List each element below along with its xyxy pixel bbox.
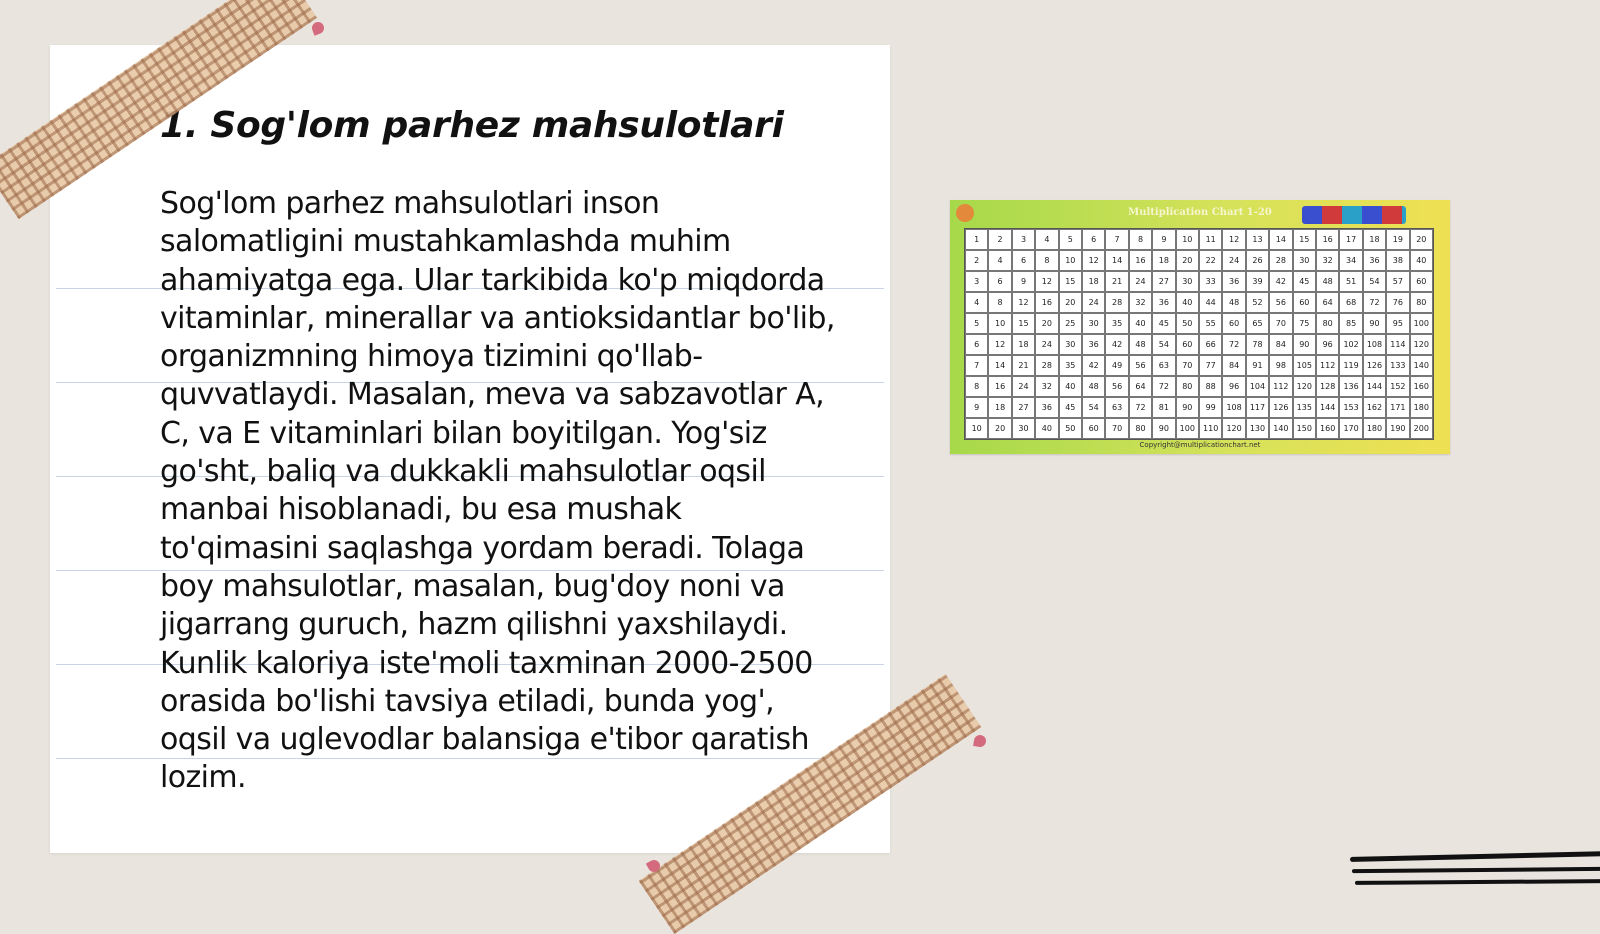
table-cell: 72 xyxy=(1363,292,1386,313)
table-cell: 135 xyxy=(1293,397,1316,418)
table-cell: 14 xyxy=(1269,229,1292,250)
table-cell: 6 xyxy=(1082,229,1105,250)
table-cell: 1 xyxy=(965,229,988,250)
table-cell: 63 xyxy=(1152,355,1175,376)
table-cell: 81 xyxy=(1152,397,1175,418)
table-cell: 84 xyxy=(1269,334,1292,355)
table-cell: 4 xyxy=(965,292,988,313)
table-cell: 12 xyxy=(1082,250,1105,271)
table-cell: 54 xyxy=(1363,271,1386,292)
table-cell: 32 xyxy=(1035,376,1058,397)
table-cell: 72 xyxy=(1129,397,1152,418)
table-cell: 90 xyxy=(1293,334,1316,355)
table-cell: 30 xyxy=(1082,313,1105,334)
table-cell: 15 xyxy=(1293,229,1316,250)
multiplication-table-grid xyxy=(964,228,1434,440)
table-cell: 104 xyxy=(1246,376,1269,397)
table-cell: 30 xyxy=(1012,418,1035,439)
table-cell: 144 xyxy=(1316,397,1339,418)
table-cell: 126 xyxy=(1269,397,1292,418)
table-cell: 70 xyxy=(1105,418,1128,439)
table-cell: 10 xyxy=(988,313,1011,334)
table-cell: 140 xyxy=(1410,355,1433,376)
table-cell: 40 xyxy=(1035,418,1058,439)
multiplication-chart-title: Multiplication Chart 1-20 xyxy=(1128,207,1272,218)
table-cell: 180 xyxy=(1410,397,1433,418)
table-cell: 56 xyxy=(1129,355,1152,376)
table-cell: 6 xyxy=(988,271,1011,292)
table-cell: 100 xyxy=(1176,418,1199,439)
table-cell: 32 xyxy=(1129,292,1152,313)
table-cell: 110 xyxy=(1199,418,1222,439)
table-cell: 60 xyxy=(1410,271,1433,292)
table-cell: 136 xyxy=(1339,376,1362,397)
table-cell: 10 xyxy=(1176,229,1199,250)
table-cell: 52 xyxy=(1246,292,1269,313)
table-cell: 12 xyxy=(1012,292,1035,313)
table-cell: 55 xyxy=(1199,313,1222,334)
table-cell: 20 xyxy=(1410,229,1433,250)
table-cell: 14 xyxy=(988,355,1011,376)
table-cell: 91 xyxy=(1246,355,1269,376)
table-cell: 25 xyxy=(1059,313,1082,334)
table-cell: 96 xyxy=(1222,376,1245,397)
table-cell: 5 xyxy=(965,313,988,334)
table-cell: 108 xyxy=(1222,397,1245,418)
slide-body-text: Sog'lom parhez mahsulotlari inson salomatligini mustahkamlashda muhim ahamiyatga ega. Ular tarkibida ko'p miqdorda vitaminlar, minerallar va antioksidantlar bo'lib, organizmning himoya tizimini qo'llab-quvvatlaydi. Masalan, meva va sabzavotlar A, C, va E vitaminlari bilan boyitilgan. Yog'siz go'sht, baliq va dukkakli mahsulotlar oqsil manbai hisoblanadi, bu esa mushak to'qimasini saqlashga yordam beradi. Tolaga boy mahsulotlar, masalan, bug'doy noni va jigarrang guruch, hazm qilishni yaxshilaydi. Kunlik kaloriya iste'moli taxminan 2000-2500 orasida bo'lishi tavsiya etiladi, bunda yog', oqsil va uglevodlar balansiga e'tibor qaratish lozim. xyxy=(160,186,835,796)
table-cell: 27 xyxy=(1152,271,1175,292)
table-cell: 20 xyxy=(1059,292,1082,313)
table-cell: 153 xyxy=(1339,397,1362,418)
table-cell: 19 xyxy=(1386,229,1409,250)
table-cell: 75 xyxy=(1293,313,1316,334)
multiplication-chart-footer: Copyright@multiplicationchart.net xyxy=(1139,441,1261,449)
table-cell: 102 xyxy=(1339,334,1362,355)
table-cell: 45 xyxy=(1152,313,1175,334)
table-cell: 80 xyxy=(1410,292,1433,313)
table-cell: 40 xyxy=(1176,292,1199,313)
table-cell: 117 xyxy=(1246,397,1269,418)
table-cell: 9 xyxy=(1152,229,1175,250)
table-cell: 99 xyxy=(1199,397,1222,418)
table-cell: 60 xyxy=(1222,313,1245,334)
table-cell: 18 xyxy=(988,397,1011,418)
table-cell: 50 xyxy=(1176,313,1199,334)
table-cell: 128 xyxy=(1316,376,1339,397)
table-cell: 26 xyxy=(1246,250,1269,271)
table-cell: 28 xyxy=(1269,250,1292,271)
table-cell: 15 xyxy=(1059,271,1082,292)
table-cell: 7 xyxy=(965,355,988,376)
table-cell: 20 xyxy=(1035,313,1058,334)
table-cell: 120 xyxy=(1293,376,1316,397)
table-cell: 60 xyxy=(1176,334,1199,355)
multiplication-chart-header xyxy=(950,200,1450,228)
table-cell: 38 xyxy=(1386,250,1409,271)
table-cell: 84 xyxy=(1222,355,1245,376)
table-cell: 18 xyxy=(1152,250,1175,271)
table-cell: 80 xyxy=(1316,313,1339,334)
table-cell: 21 xyxy=(1012,355,1035,376)
table-cell: 16 xyxy=(1129,250,1152,271)
table-cell: 36 xyxy=(1363,250,1386,271)
table-cell: 90 xyxy=(1176,397,1199,418)
table-cell: 48 xyxy=(1222,292,1245,313)
table-cell: 126 xyxy=(1363,355,1386,376)
table-cell: 8 xyxy=(1129,229,1152,250)
table-cell: 39 xyxy=(1246,271,1269,292)
brush-stroke-icon xyxy=(1352,867,1600,873)
table-cell: 10 xyxy=(1059,250,1082,271)
table-cell: 105 xyxy=(1293,355,1316,376)
table-cell: 14 xyxy=(1105,250,1128,271)
table-cell: 24 xyxy=(1012,376,1035,397)
table-cell: 171 xyxy=(1386,397,1409,418)
table-cell: 98 xyxy=(1269,355,1292,376)
table-cell: 7 xyxy=(1105,229,1128,250)
table-cell: 160 xyxy=(1410,376,1433,397)
table-cell: 120 xyxy=(1222,418,1245,439)
table-cell: 48 xyxy=(1316,271,1339,292)
table-cell: 54 xyxy=(1152,334,1175,355)
table-cell: 72 xyxy=(1152,376,1175,397)
table-cell: 114 xyxy=(1386,334,1409,355)
table-cell: 150 xyxy=(1293,418,1316,439)
table-cell: 112 xyxy=(1269,376,1292,397)
table-cell: 170 xyxy=(1339,418,1362,439)
table-cell: 45 xyxy=(1059,397,1082,418)
brush-stroke-icon xyxy=(1355,879,1600,885)
table-cell: 8 xyxy=(965,376,988,397)
pin-icon xyxy=(310,20,325,35)
table-cell: 28 xyxy=(1105,292,1128,313)
table-cell: 57 xyxy=(1386,271,1409,292)
table-cell: 21 xyxy=(1105,271,1128,292)
table-cell: 119 xyxy=(1339,355,1362,376)
table-cell: 10 xyxy=(965,418,988,439)
table-cell: 36 xyxy=(1035,397,1058,418)
table-cell: 120 xyxy=(1410,334,1433,355)
table-cell: 162 xyxy=(1363,397,1386,418)
table-cell: 13 xyxy=(1246,229,1269,250)
table-cell: 9 xyxy=(1012,271,1035,292)
table-cell: 56 xyxy=(1105,376,1128,397)
table-cell: 51 xyxy=(1339,271,1362,292)
table-cell: 34 xyxy=(1339,250,1362,271)
table-cell: 133 xyxy=(1386,355,1409,376)
table-cell: 64 xyxy=(1316,292,1339,313)
table-cell: 42 xyxy=(1082,355,1105,376)
table-cell: 77 xyxy=(1199,355,1222,376)
table-cell: 32 xyxy=(1316,250,1339,271)
table-cell: 100 xyxy=(1410,313,1433,334)
table-cell: 4 xyxy=(988,250,1011,271)
table-cell: 9 xyxy=(965,397,988,418)
table-cell: 68 xyxy=(1339,292,1362,313)
table-cell: 144 xyxy=(1363,376,1386,397)
table-cell: 5 xyxy=(1059,229,1082,250)
notebook-paper xyxy=(50,45,890,853)
table-cell: 63 xyxy=(1105,397,1128,418)
table-cell: 200 xyxy=(1410,418,1433,439)
pin-icon xyxy=(973,734,987,748)
table-cell: 80 xyxy=(1129,418,1152,439)
table-cell: 54 xyxy=(1082,397,1105,418)
table-cell: 18 xyxy=(1082,271,1105,292)
table-cell: 40 xyxy=(1410,250,1433,271)
table-cell: 28 xyxy=(1035,355,1058,376)
table-cell: 36 xyxy=(1082,334,1105,355)
table-cell: 112 xyxy=(1316,355,1339,376)
table-cell: 90 xyxy=(1152,418,1175,439)
table-cell: 160 xyxy=(1316,418,1339,439)
table-cell: 15 xyxy=(1012,313,1035,334)
table-cell: 42 xyxy=(1105,334,1128,355)
table-cell: 18 xyxy=(1363,229,1386,250)
table-cell: 40 xyxy=(1059,376,1082,397)
table-cell: 16 xyxy=(1035,292,1058,313)
table-cell: 27 xyxy=(1012,397,1035,418)
table-cell: 140 xyxy=(1269,418,1292,439)
table-cell: 96 xyxy=(1316,334,1339,355)
table-cell: 12 xyxy=(988,334,1011,355)
table-cell: 22 xyxy=(1199,250,1222,271)
table-cell: 90 xyxy=(1363,313,1386,334)
table-cell: 11 xyxy=(1199,229,1222,250)
table-cell: 72 xyxy=(1222,334,1245,355)
table-cell: 24 xyxy=(1129,271,1152,292)
table-cell: 3 xyxy=(1012,229,1035,250)
table-cell: 12 xyxy=(1222,229,1245,250)
table-cell: 65 xyxy=(1246,313,1269,334)
table-cell: 64 xyxy=(1129,376,1152,397)
table-cell: 35 xyxy=(1105,313,1128,334)
table-cell: 36 xyxy=(1222,271,1245,292)
table-cell: 42 xyxy=(1269,271,1292,292)
table-cell: 30 xyxy=(1176,271,1199,292)
table-cell: 35 xyxy=(1059,355,1082,376)
table-cell: 70 xyxy=(1176,355,1199,376)
table-cell: 190 xyxy=(1386,418,1409,439)
table-cell: 33 xyxy=(1199,271,1222,292)
table-cell: 8 xyxy=(1035,250,1058,271)
table-cell: 24 xyxy=(1082,292,1105,313)
table-cell: 95 xyxy=(1386,313,1409,334)
brush-stroke-icon xyxy=(1350,851,1600,862)
table-cell: 78 xyxy=(1246,334,1269,355)
table-cell: 36 xyxy=(1152,292,1175,313)
table-cell: 20 xyxy=(988,418,1011,439)
table-cell: 56 xyxy=(1269,292,1292,313)
table-cell: 85 xyxy=(1339,313,1362,334)
table-cell: 60 xyxy=(1293,292,1316,313)
table-cell: 80 xyxy=(1176,376,1199,397)
table-cell: 60 xyxy=(1082,418,1105,439)
table-cell: 2 xyxy=(965,250,988,271)
table-cell: 44 xyxy=(1199,292,1222,313)
table-cell: 8 xyxy=(988,292,1011,313)
table-cell: 152 xyxy=(1386,376,1409,397)
table-cell: 66 xyxy=(1199,334,1222,355)
table-cell: 88 xyxy=(1199,376,1222,397)
table-cell: 30 xyxy=(1059,334,1082,355)
table-cell: 18 xyxy=(1012,334,1035,355)
table-cell: 108 xyxy=(1363,334,1386,355)
table-cell: 16 xyxy=(988,376,1011,397)
table-cell: 76 xyxy=(1386,292,1409,313)
table-cell: 48 xyxy=(1129,334,1152,355)
multiplication-chart-image xyxy=(950,200,1450,454)
table-cell: 4 xyxy=(1035,229,1058,250)
table-cell: 6 xyxy=(1012,250,1035,271)
table-cell: 70 xyxy=(1269,313,1292,334)
table-cell: 130 xyxy=(1246,418,1269,439)
table-cell: 20 xyxy=(1176,250,1199,271)
table-cell: 17 xyxy=(1339,229,1362,250)
slide-title: 1. Sog'lom parhez mahsulotlari xyxy=(160,105,784,146)
table-cell: 40 xyxy=(1129,313,1152,334)
table-cell: 49 xyxy=(1105,355,1128,376)
train-icon xyxy=(1302,206,1406,224)
table-cell: 180 xyxy=(1363,418,1386,439)
table-cell: 30 xyxy=(1293,250,1316,271)
table-cell: 2 xyxy=(988,229,1011,250)
table-cell: 24 xyxy=(1035,334,1058,355)
table-cell: 12 xyxy=(1035,271,1058,292)
table-cell: 50 xyxy=(1059,418,1082,439)
table-cell: 16 xyxy=(1316,229,1339,250)
table-cell: 24 xyxy=(1222,250,1245,271)
table-cell: 3 xyxy=(965,271,988,292)
table-cell: 6 xyxy=(965,334,988,355)
table-cell: 45 xyxy=(1293,271,1316,292)
table-cell: 48 xyxy=(1082,376,1105,397)
